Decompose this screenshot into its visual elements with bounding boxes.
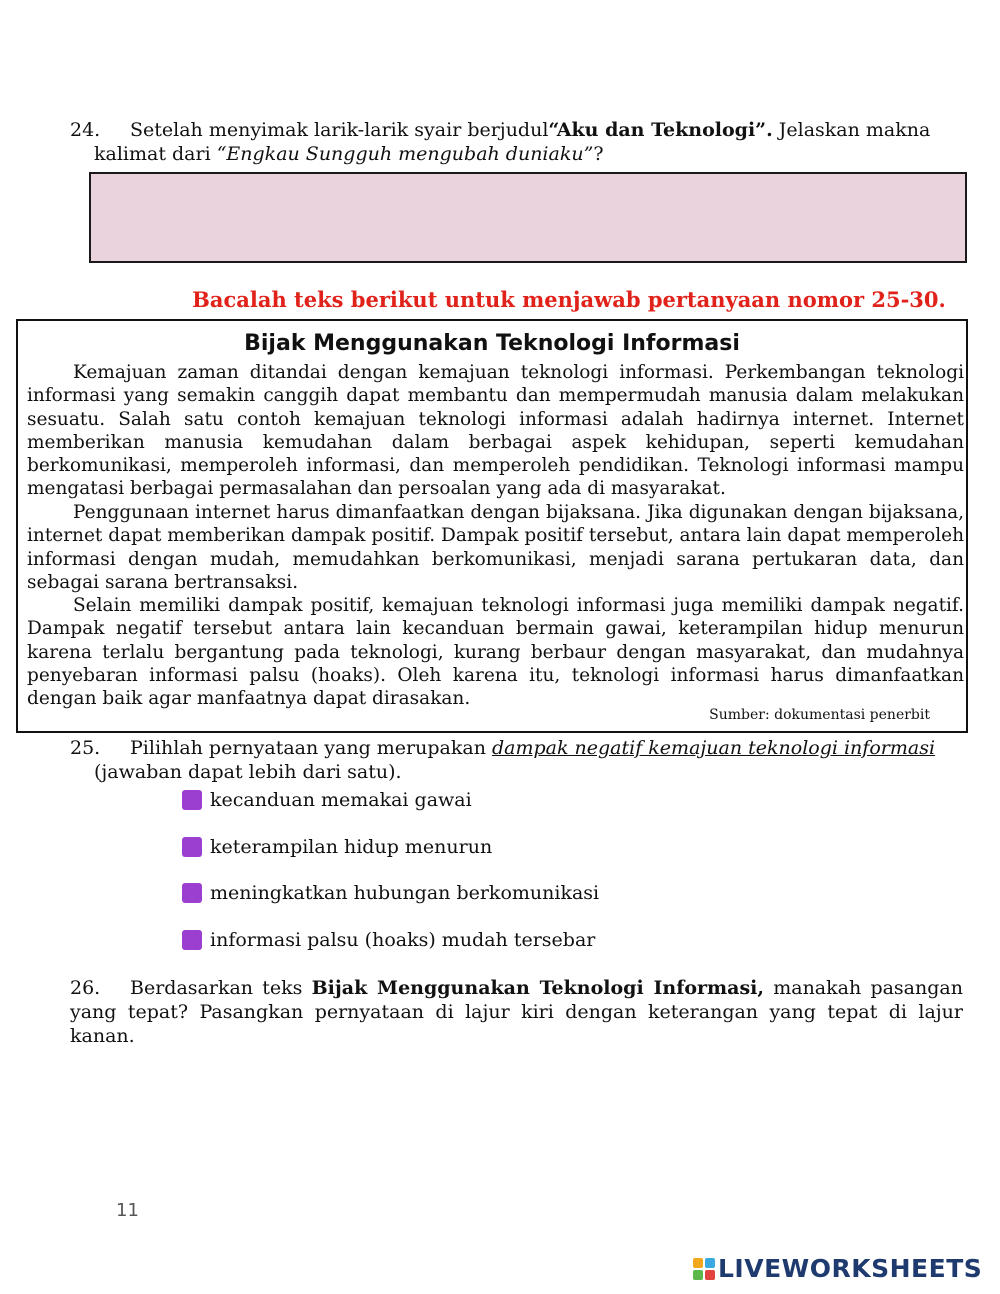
passage-title: Bijak Menggunakan Teknologi Informasi [244,331,740,356]
question-number: 26. [70,977,101,999]
option-1[interactable] [182,789,472,811]
checkbox-icon[interactable] [182,883,202,903]
logo-icon [693,1258,715,1280]
question-text: Berdasarkan teks [130,977,312,999]
option-4[interactable] [182,929,595,951]
passage-paragraph-1: Kemajuan zaman ditandai dengan kemajuan teknologi informasi. Perkembangan teknologi informasi yang semakin canggih dapat membantu dan mempermudah manusia dalam melakukan sesuatu. Salah satu contoh kemajuan teknologi informasi adalah hadirnya internet. Internet memberikan manusia kemudahan dalam berbagai aspek kehidupan, seperti kemudahan berkomunikasi, memperoleh informasi, dan memperoleh pendidikan. Teknologi informasi mampu mengatasi berbagai permasalahan dan persoalan yang ada di masyarakat. [27,362,964,500]
option-label: keterampilan hidup menurun [210,836,493,858]
question-text: Jelaskan makna [772,119,931,141]
question-text: manakah pasangan yang tepat? Pasangkan pernyataan di lajur kiri dengan keterangan yang tepat di lajur kanan. [70,977,963,1047]
instruction-heading: Bacalah teks berikut untuk menjawab pertanyaan nomor 25-30. [192,287,946,312]
passage-paragraph-2: Penggunaan internet harus dimanfaatkan dengan bijaksana. Jika digunakan dengan bijaksana, internet dapat memberikan dampak positif. Dampak positif tersebut, antara lain dapat memperoleh informasi dengan mudah, memudahkan berkomunikasi, menjadi sarana pertukaran data, dan sebagai sarana bertransaksi. [27,502,964,593]
question-text: Pilihlah pernyataan yang merupakan [130,737,492,759]
question-text: ? [593,143,604,165]
checkbox-icon[interactable] [182,790,202,810]
underlined-phrase: dampak negatif kemajuan teknologi informasi [491,737,936,759]
passage-paragraph-3: Selain memiliki dampak positif, kemajuan teknologi informasi juga memiliki dampak negatif. Dampak negatif tersebut antara lain kecanduan bermain gawai, keterampilan hidup menurun karena terlalu bergantung pada teknologi, kurang berbaur dengan masyarakat, dan mudahnya penyebaran informasi palsu (hoaks). Oleh karena itu, teknologi informasi harus dimanfaatkan dengan baik agar manfaatnya dapat dirasakan. [27,595,964,710]
checkbox-icon[interactable] [182,930,202,950]
question-text: (jawaban dapat lebih dari satu). [94,761,402,783]
option-label: kecanduan memakai gawai [210,789,472,811]
option-3[interactable] [182,882,599,904]
reading-passage-box [16,319,968,733]
question-text: Setelah menyimak larik-larik syair berjudul [130,119,549,141]
option-2[interactable] [182,836,492,858]
page-number: 11 [116,1200,139,1221]
liveworksheets-logo [693,1254,982,1283]
option-label: informasi palsu (hoaks) mudah tersebar [210,929,596,951]
question-number: 25. [70,737,101,759]
question-24 [70,118,963,166]
passage-title-ref: Bijak Menggunakan Teknologi Informasi, [311,977,764,999]
question-number: 24. [70,119,101,141]
quoted-sentence: “Engkau Sungguh mengubah duniaku” [216,143,594,165]
question-text-line2 [70,142,963,166]
answer-textbox-24[interactable] [89,172,967,263]
option-label: meningkatkan hubungan berkomunikasi [210,882,600,904]
passage-source: Sumber: dokumentasi penerbit [709,707,930,723]
question-25 [70,736,963,784]
checkbox-icon[interactable] [182,837,202,857]
poem-title: “Aku dan Teknologi”. [548,119,773,141]
logo-text: LIVEWORKSHEETS [718,1254,983,1283]
question-text: kalimat dari [94,143,217,165]
question-26 [70,976,963,1048]
